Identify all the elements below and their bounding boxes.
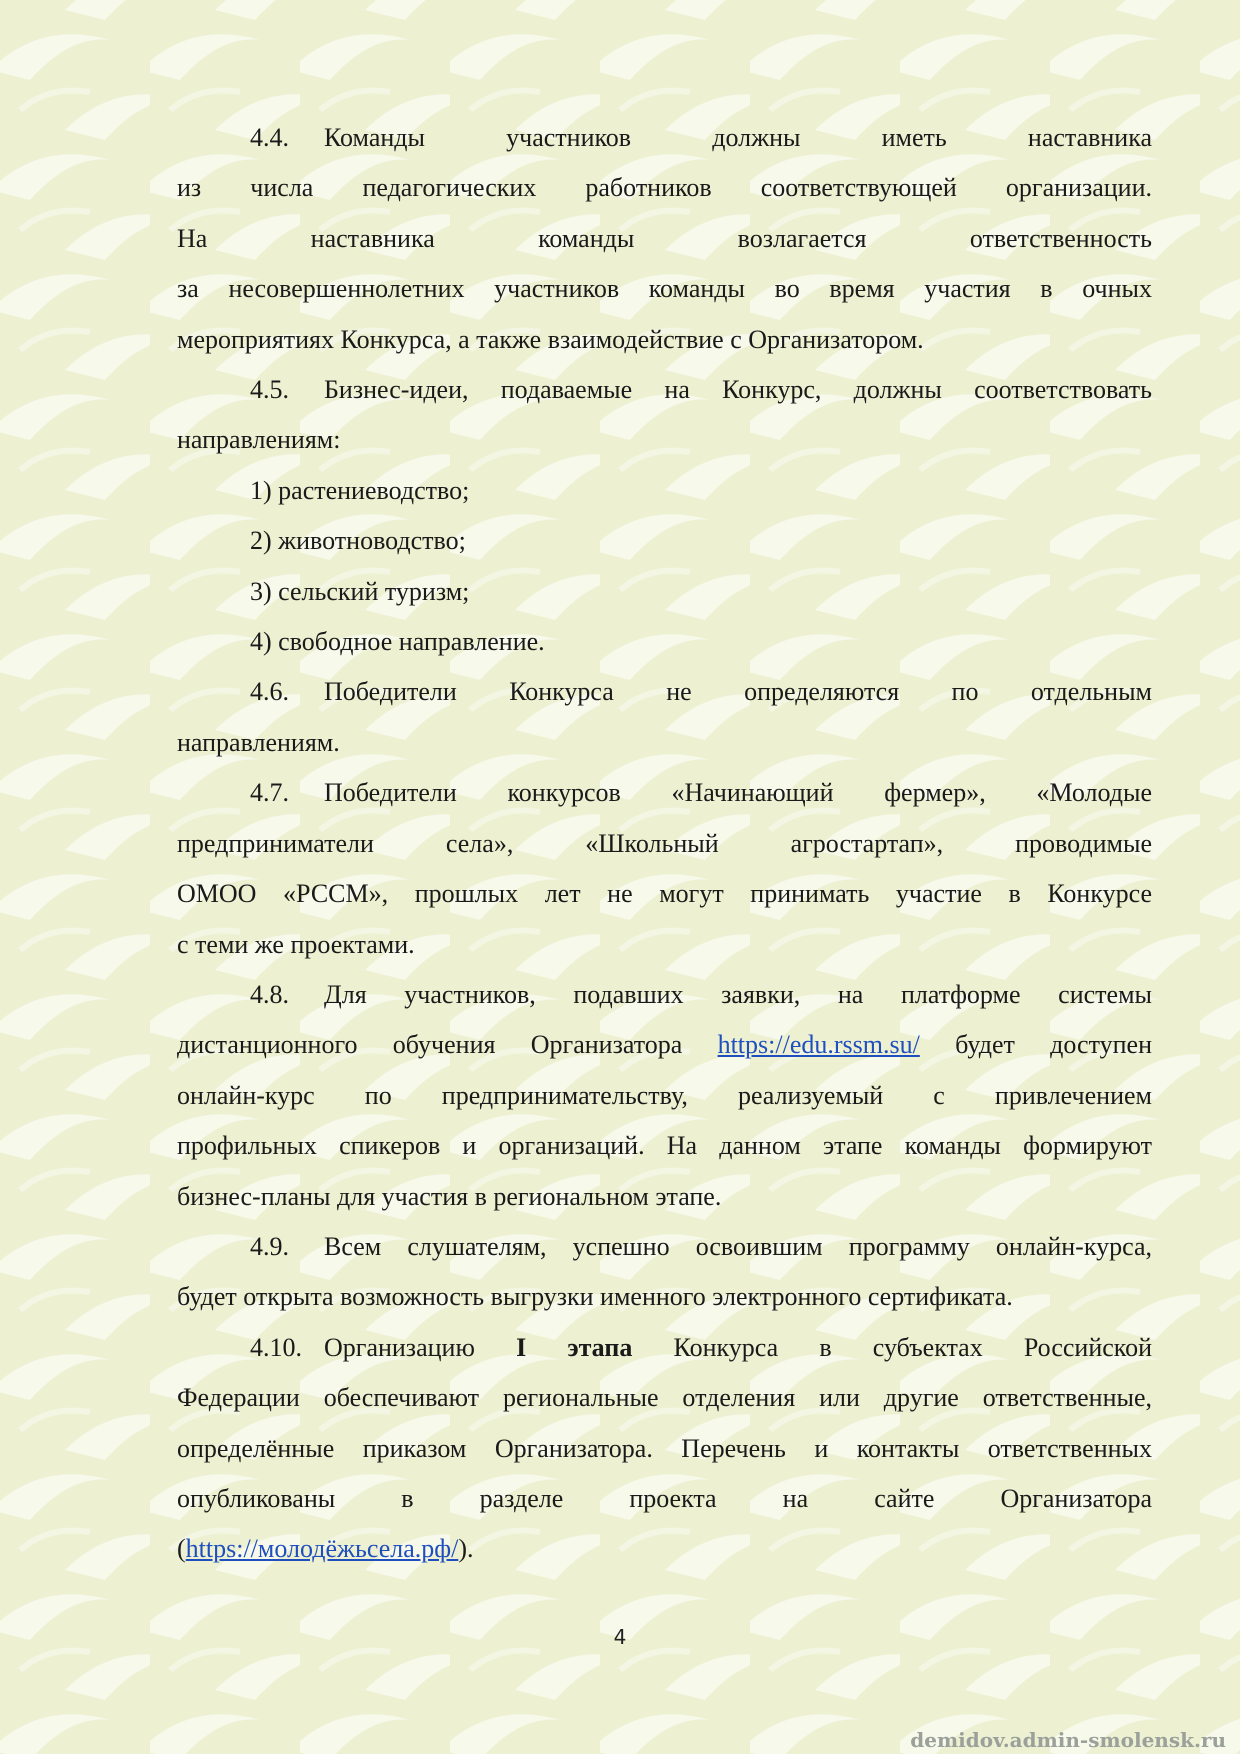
paragraph-line: 4.8. Для участников, подавших заявки, на платформе системы	[177, 970, 1152, 1020]
paragraph-number: 4.10.	[250, 1332, 302, 1362]
paragraph-line: 4.7. Победители конкурсов «Начинающий фермер», «Молодые	[177, 768, 1152, 818]
document-body	[177, 113, 1152, 1575]
paragraph-line: На наставника команды возлагается ответственность	[177, 223, 1152, 253]
paragraph-number: 4.9.	[250, 1231, 289, 1261]
paragraph-line: дистанционного обучения Организатора https://edu.rssm.su/ будет доступен	[177, 1030, 1152, 1060]
paragraph-line: 4.10. Организацию I этапа Конкурса в субъектах Российской	[177, 1323, 1152, 1373]
edu-platform-link[interactable]: https://edu.rssm.su/	[717, 1030, 920, 1060]
paragraph-line: Федерации обеспечивают региональные отделения или другие ответственные,	[177, 1383, 1152, 1413]
list-item: 4) свободное направление.	[250, 627, 545, 657]
paragraph-line: 4.5. Бизнес-идеи, подаваемые на Конкурс, должны соответствовать	[177, 365, 1152, 415]
paragraph-line: (https://молодёжьсела.рф/).	[177, 1534, 474, 1564]
paragraph-4-8	[177, 970, 1152, 1222]
paragraph-line: определённые приказом Организатора. Перечень и контакты ответственных	[177, 1433, 1152, 1463]
paragraph-line: опубликованы в разделе проекта на сайте Организатора	[177, 1483, 1152, 1513]
paragraph-line: ОМОО «РССМ», прошлых лет не могут принимать участие в Конкурсе	[177, 879, 1152, 909]
paragraph-line: из числа педагогических работников соответствующей организации.	[177, 173, 1152, 203]
paragraph-line: предприниматели села», «Школьный агростартап», проводимые	[177, 828, 1152, 858]
paragraph-line: онлайн-курс по предпринимательству, реализуемый с привлечением	[177, 1080, 1152, 1110]
paragraph-number: 4.6.	[250, 677, 289, 707]
site-watermark: demidov.admin-smolensk.ru	[910, 1728, 1226, 1752]
list-item: 2) животноводство;	[250, 526, 466, 556]
paragraph-number: 4.4.	[250, 123, 289, 152]
paragraph-line: за несовершеннолетних участников команды во время участия в очных	[177, 274, 1152, 304]
paragraph-4-5	[177, 365, 1152, 466]
paragraph-4-10	[177, 1323, 1152, 1575]
page-number: 4	[613, 1625, 627, 1649]
paragraph-line: мероприятиях Конкурса, а также взаимодействие с Организатором.	[177, 324, 924, 354]
directions-list	[177, 466, 1152, 668]
paragraph-number: 4.5.	[250, 375, 289, 405]
paragraph-4-7	[177, 768, 1152, 970]
organizer-site-link[interactable]: https://молодёжьсела.рф/	[185, 1534, 459, 1564]
paragraph-line: будет открыта возможность выгрузки именного электронного сертификата.	[177, 1282, 1013, 1312]
paragraph-line: направлениям:	[177, 425, 341, 455]
paragraph-line: профильных спикеров и организаций. На данном этапе команды формируют	[177, 1131, 1152, 1161]
paragraph-number: 4.8.	[250, 979, 289, 1009]
paragraph-line: 4.6. Победители Конкурса не определяются по отдельным	[177, 667, 1152, 717]
paragraph-4-4	[177, 113, 1152, 365]
paragraph-line: с теми же проектами.	[177, 929, 415, 959]
paragraph-line: 4.9. Всем слушателям, успешно освоившим программу онлайн-курса,	[177, 1222, 1152, 1272]
paragraph-line: 4.4. Команды участников должны иметь наставника	[177, 113, 1152, 163]
stage-bold: I этапа	[516, 1332, 633, 1362]
list-item: 3) сельский туризм;	[250, 576, 470, 606]
paragraph-4-9	[177, 1222, 1152, 1323]
paragraph-line: бизнес-планы для участия в региональном этапе.	[177, 1181, 722, 1211]
list-item: 1) растениеводство;	[250, 475, 470, 505]
paragraph-number: 4.7.	[250, 778, 289, 808]
paragraph-4-6	[177, 667, 1152, 768]
paragraph-line: направлениям.	[177, 727, 340, 757]
